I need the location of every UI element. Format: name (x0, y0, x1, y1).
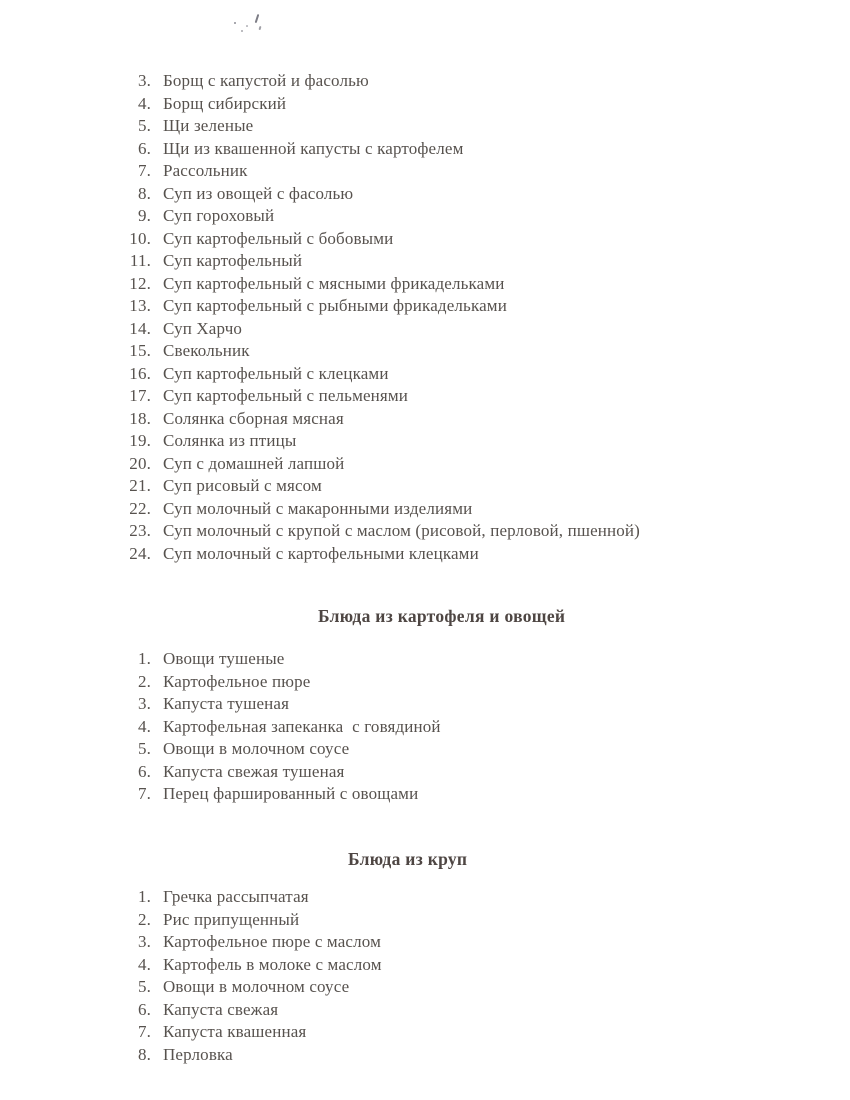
item-label: Солянка из птицы (163, 431, 297, 450)
item-number: 4. (137, 93, 151, 113)
item-number: 11. (129, 251, 151, 270)
item-number: 13. (129, 296, 151, 315)
item-number: 8. (137, 183, 151, 203)
item-label: Солянка сборная мясная (163, 408, 344, 428)
menu-item (129, 649, 441, 672)
item-number: 14. (129, 318, 151, 338)
item-label: Суп гороховый (163, 206, 275, 225)
item-label: Суп картофельный с бобовыми (163, 228, 394, 248)
item-label: Капуста свежая (163, 999, 279, 1019)
menu-item (129, 116, 640, 139)
item-label: Капуста свежая тушеная (163, 761, 345, 781)
section-heading-grains: Блюда из круп (348, 849, 468, 869)
menu-item (129, 319, 640, 342)
item-number: 1. (137, 649, 151, 668)
menu-item (129, 296, 640, 319)
item-label: Борщ сибирский (163, 93, 287, 113)
item-label: Суп из овощей с фасолью (163, 183, 354, 203)
menu-item (129, 139, 640, 162)
item-number: 20. (129, 453, 151, 473)
item-number: 9. (137, 206, 151, 225)
item-label: Овощи тушеные (163, 649, 285, 668)
item-number: 16. (129, 363, 151, 383)
menu-item (129, 341, 640, 364)
menu-item (129, 977, 382, 1000)
item-number: 7. (137, 161, 151, 180)
item-label: Суп молочный с макаронными изделиями (163, 498, 473, 518)
item-label: Капуста тушеная (163, 694, 290, 713)
item-label: Картофельная запеканка с говядиной (163, 716, 441, 736)
item-label: Рис припущенный (163, 909, 300, 929)
item-number: 23. (129, 521, 151, 540)
item-label: Гречка рассыпчатая (163, 887, 309, 906)
menu-item (129, 1045, 382, 1068)
item-number: 6. (137, 999, 151, 1019)
item-number: 24. (129, 543, 151, 563)
item-number: 5. (137, 739, 151, 758)
item-label: Картофельное пюре с маслом (163, 932, 381, 951)
item-number: 10. (129, 228, 151, 248)
item-number: 15. (129, 341, 151, 360)
soups-list (129, 71, 640, 566)
menu-item (129, 386, 640, 409)
menu-item (129, 672, 441, 695)
item-number: 7. (137, 784, 151, 803)
item-label: Суп молочный с крупой с маслом (рисовой, перловой, пшенной) (163, 521, 640, 540)
item-label: Суп картофельный с пельменями (163, 386, 409, 405)
menu-item (129, 274, 640, 297)
menu-item (129, 521, 640, 544)
item-label: Картофельное пюре (163, 671, 311, 691)
menu-item (129, 544, 640, 567)
menu-item (129, 717, 441, 740)
menu-item (129, 206, 640, 229)
menu-item (129, 1022, 382, 1045)
item-number: 3. (137, 932, 151, 951)
menu-item (129, 932, 382, 955)
item-label: Суп картофельный с клецками (163, 363, 389, 383)
item-label: Капуста квашенная (163, 1022, 307, 1041)
scan-speckle (259, 26, 261, 30)
menu-item (129, 499, 640, 522)
menu-item (129, 71, 640, 94)
menu-item (129, 184, 640, 207)
item-label: Борщ с капустой и фасолью (163, 71, 369, 90)
scan-speckle (234, 22, 236, 24)
menu-item (129, 229, 640, 252)
item-label: Суп картофельный (163, 251, 303, 270)
item-label: Щи зеленые (163, 116, 254, 135)
item-number: 2. (137, 671, 151, 691)
menu-item (129, 94, 640, 117)
menu-item (129, 431, 640, 454)
item-number: 5. (137, 977, 151, 996)
item-label: Суп молочный с картофельными клецками (163, 543, 479, 563)
item-number: 17. (129, 386, 151, 405)
item-label: Овощи в молочном соусе (163, 739, 350, 758)
item-number: 1. (137, 887, 151, 906)
menu-item (129, 251, 640, 274)
item-number: 3. (137, 694, 151, 713)
item-number: 8. (137, 1044, 151, 1064)
menu-item (129, 161, 640, 184)
item-label: Перец фаршированный с овощами (163, 784, 419, 803)
item-label: Суп картофельный с мясными фрикадельками (163, 273, 505, 293)
item-number: 18. (129, 408, 151, 428)
section-heading-potato-vegetables: Блюда из картофеля и овощей (318, 606, 566, 626)
item-label: Перловка (163, 1044, 233, 1064)
potato-vegetables-list (129, 649, 441, 807)
scan-speckle (241, 30, 243, 32)
menu-item (129, 1000, 382, 1023)
item-label: Суп с домашней лапшой (163, 453, 345, 473)
scan-speckle (255, 14, 259, 23)
item-number: 2. (137, 909, 151, 929)
item-number: 12. (129, 273, 151, 293)
menu-item (129, 364, 640, 387)
item-number: 4. (137, 954, 151, 974)
item-number: 3. (137, 71, 151, 90)
menu-item (129, 955, 382, 978)
menu-item (129, 409, 640, 432)
item-label: Рассольник (163, 161, 248, 180)
menu-item (129, 762, 441, 785)
item-number: 21. (129, 476, 151, 495)
item-number: 19. (129, 431, 151, 450)
scan-speckle (246, 25, 248, 27)
menu-item (129, 887, 382, 910)
item-number: 7. (137, 1022, 151, 1041)
menu-item (129, 454, 640, 477)
menu-item (129, 739, 441, 762)
menu-item (129, 910, 382, 933)
item-number: 6. (137, 761, 151, 781)
item-label: Суп рисовый с мясом (163, 476, 322, 495)
item-label: Картофель в молоке с маслом (163, 954, 382, 974)
item-number: 5. (137, 116, 151, 135)
item-label: Овощи в молочном соусе (163, 977, 350, 996)
item-label: Щи из квашенной капусты с картофелем (163, 138, 464, 158)
item-label: Суп Харчо (163, 318, 243, 338)
item-label: Суп картофельный с рыбными фрикадельками (163, 296, 507, 315)
item-number: 6. (137, 138, 151, 158)
menu-item (129, 784, 441, 807)
menu-item (129, 476, 640, 499)
item-number: 4. (137, 716, 151, 736)
grains-list (129, 887, 382, 1067)
item-label: Свекольник (163, 341, 250, 360)
item-number: 22. (129, 498, 151, 518)
menu-item (129, 694, 441, 717)
